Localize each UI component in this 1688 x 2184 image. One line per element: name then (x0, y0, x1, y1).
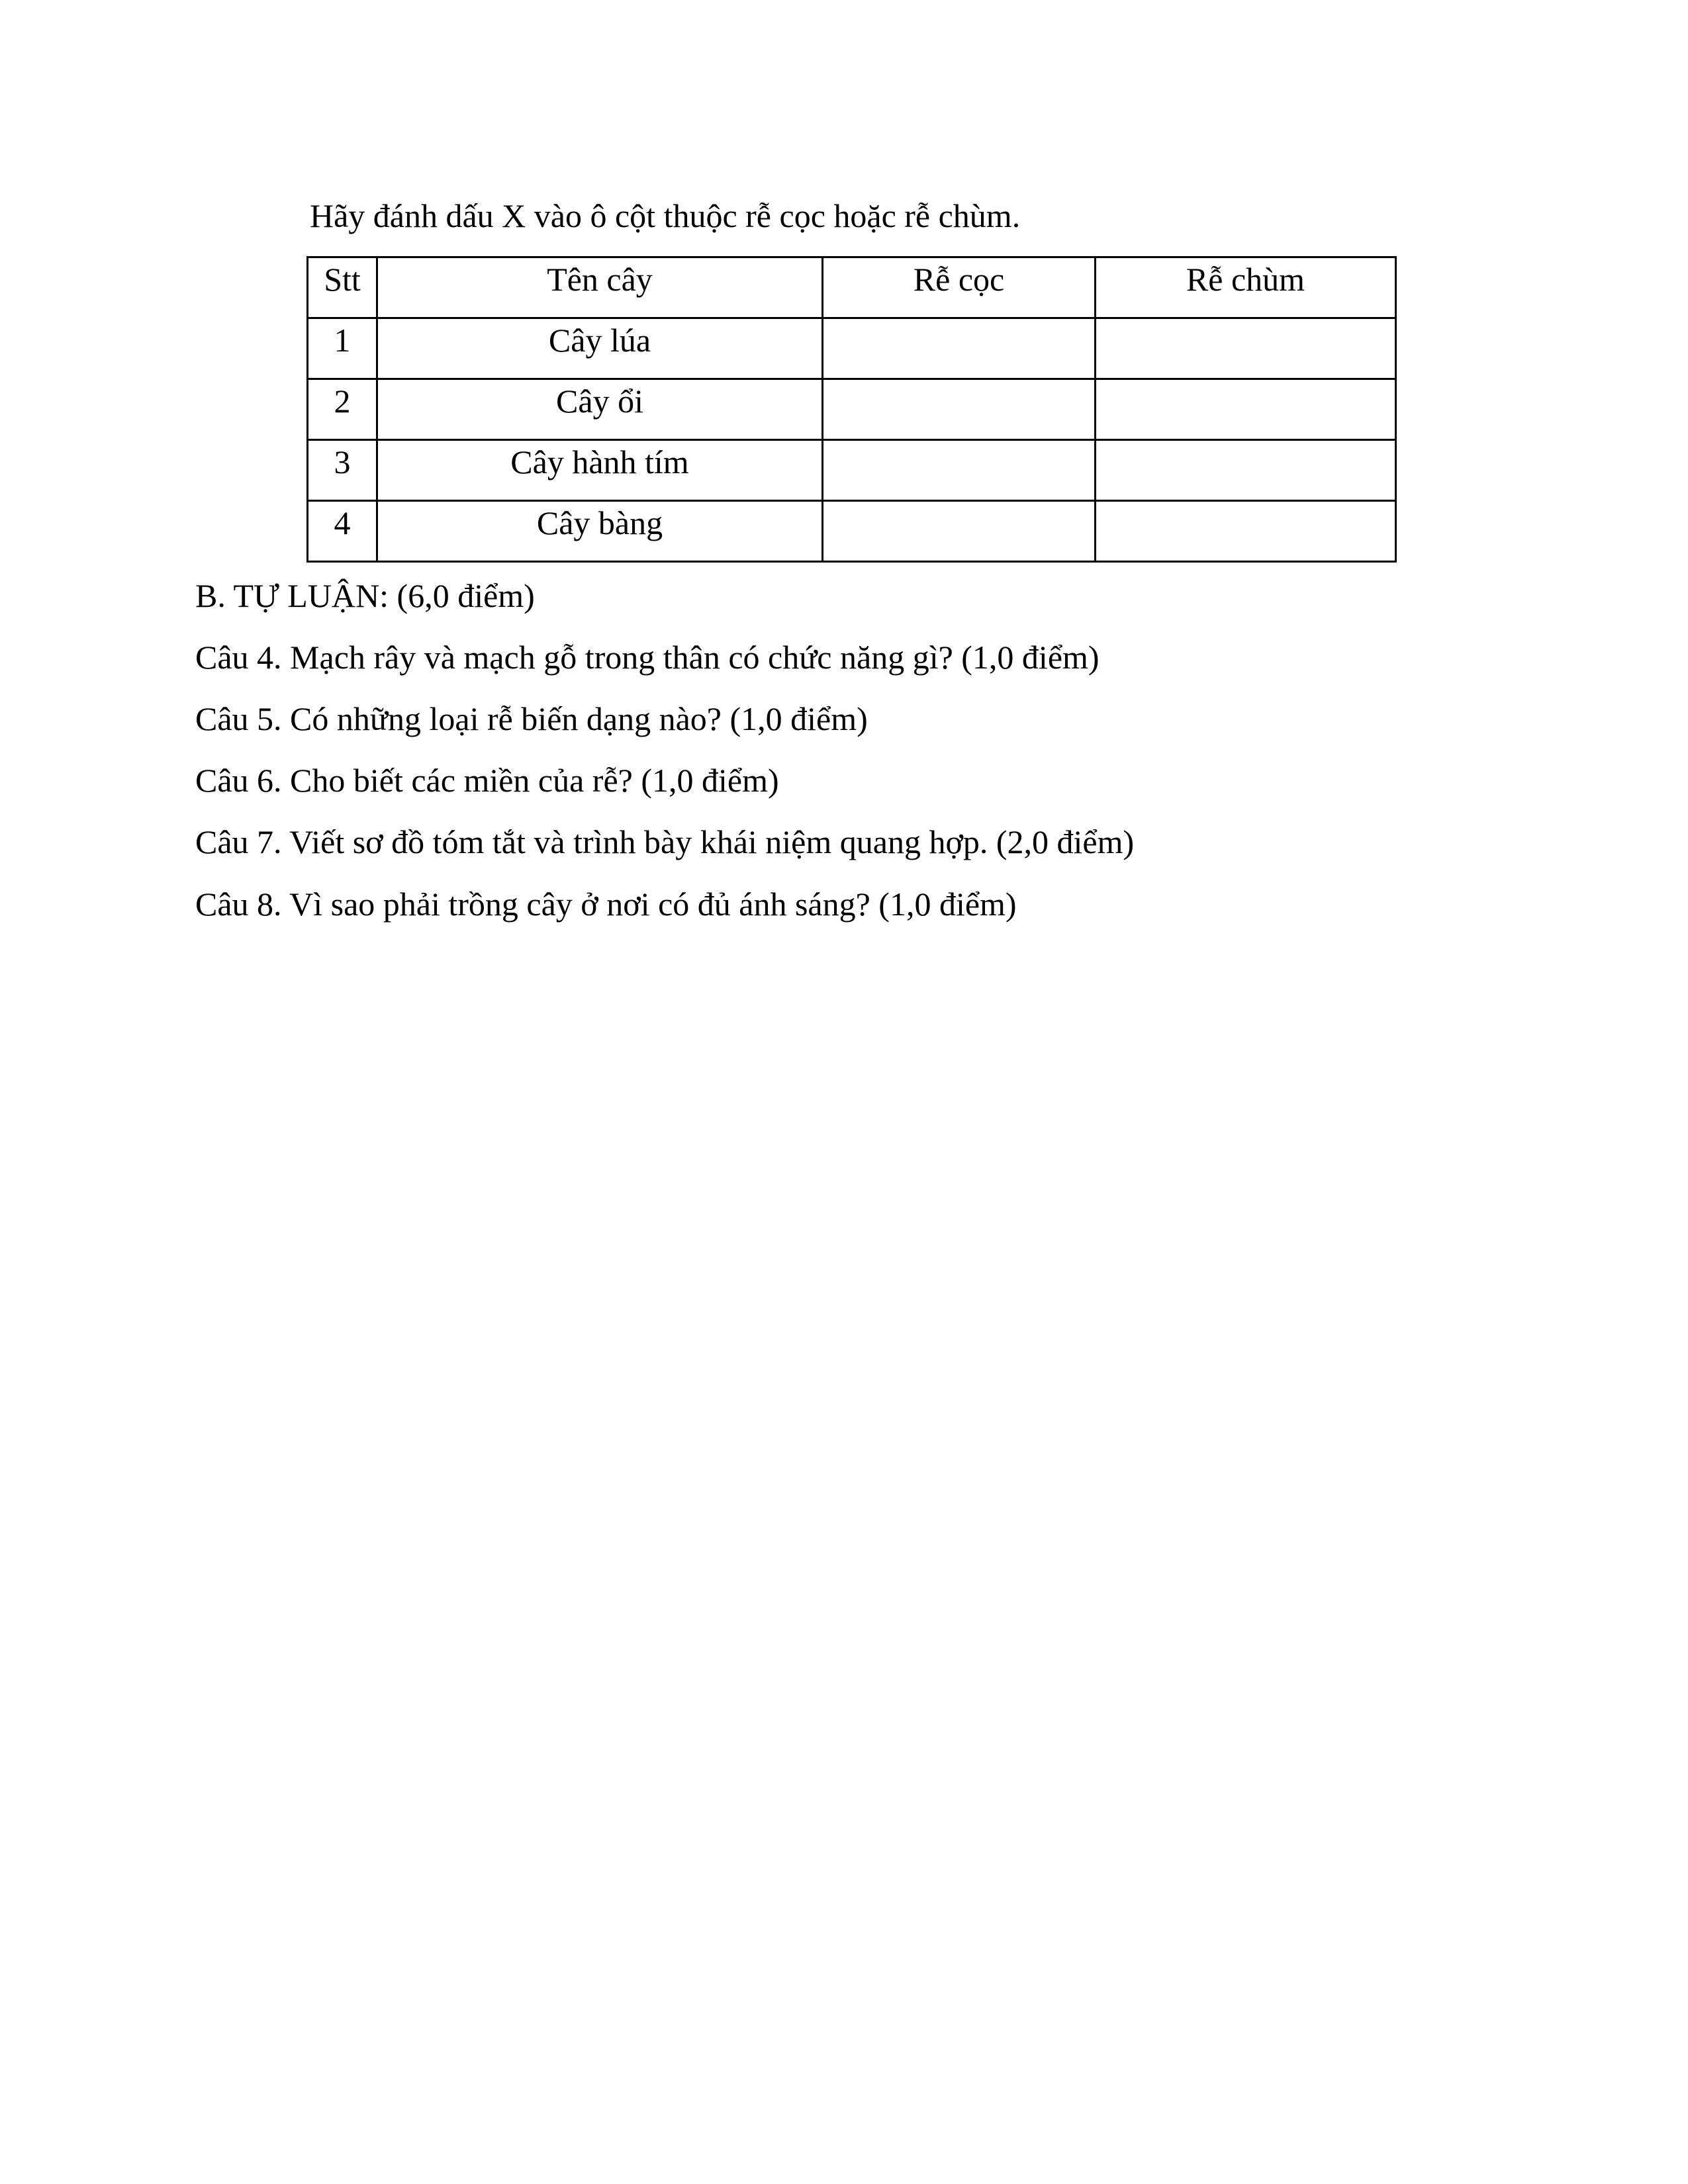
row-taproot-cell[interactable] (823, 318, 1096, 379)
question-7: Câu 7. Viết sơ đồ tóm tắt và trình bày khái niệm quang hợp. (2,0 điểm) (195, 823, 1135, 860)
instruction-text: Hãy đánh dấu X vào ô cột thuộc rễ cọc hoặc rễ chùm. (310, 197, 1021, 234)
row-stt: 2 (308, 379, 377, 440)
row-taproot-cell[interactable] (823, 379, 1096, 440)
row-fibrous-root-cell[interactable] (1096, 440, 1396, 501)
row-fibrous-root-cell[interactable] (1096, 501, 1396, 562)
question-4: Câu 4. Mạch rây và mạch gỗ trong thân có chức năng gì? (1,0 điểm) (195, 639, 1100, 676)
row-stt: 3 (308, 440, 377, 501)
table-row (308, 501, 1396, 562)
header-fibrous-root: Rễ chùm (1096, 257, 1396, 318)
table-row (308, 318, 1396, 379)
row-fibrous-root-cell[interactable] (1096, 379, 1396, 440)
table-row (308, 440, 1396, 501)
question-8: Câu 8. Vì sao phải trồng cây ở nơi có đủ ánh sáng? (1,0 điểm) (195, 886, 1017, 923)
row-taproot-cell[interactable] (823, 501, 1096, 562)
question-6: Câu 6. Cho biết các miền của rễ? (1,0 điểm) (195, 762, 779, 799)
table-header-row (308, 257, 1396, 318)
header-stt: Stt (308, 257, 377, 318)
question-5: Câu 5. Có những loại rễ biến dạng nào? (1,0 điểm) (195, 700, 868, 737)
row-plant-name: Cây hành tím (377, 440, 823, 501)
row-plant-name: Cây lúa (377, 318, 823, 379)
header-taproot: Rễ cọc (823, 257, 1096, 318)
row-stt: 1 (308, 318, 377, 379)
header-plant-name: Tên cây (377, 257, 823, 318)
row-plant-name: Cây ổi (377, 379, 823, 440)
row-stt: 4 (308, 501, 377, 562)
section-heading: B. TỰ LUẬN: (6,0 điểm) (195, 577, 535, 614)
row-taproot-cell[interactable] (823, 440, 1096, 501)
root-type-table (306, 256, 1397, 563)
row-plant-name: Cây bàng (377, 501, 823, 562)
table-row (308, 379, 1396, 440)
row-fibrous-root-cell[interactable] (1096, 318, 1396, 379)
